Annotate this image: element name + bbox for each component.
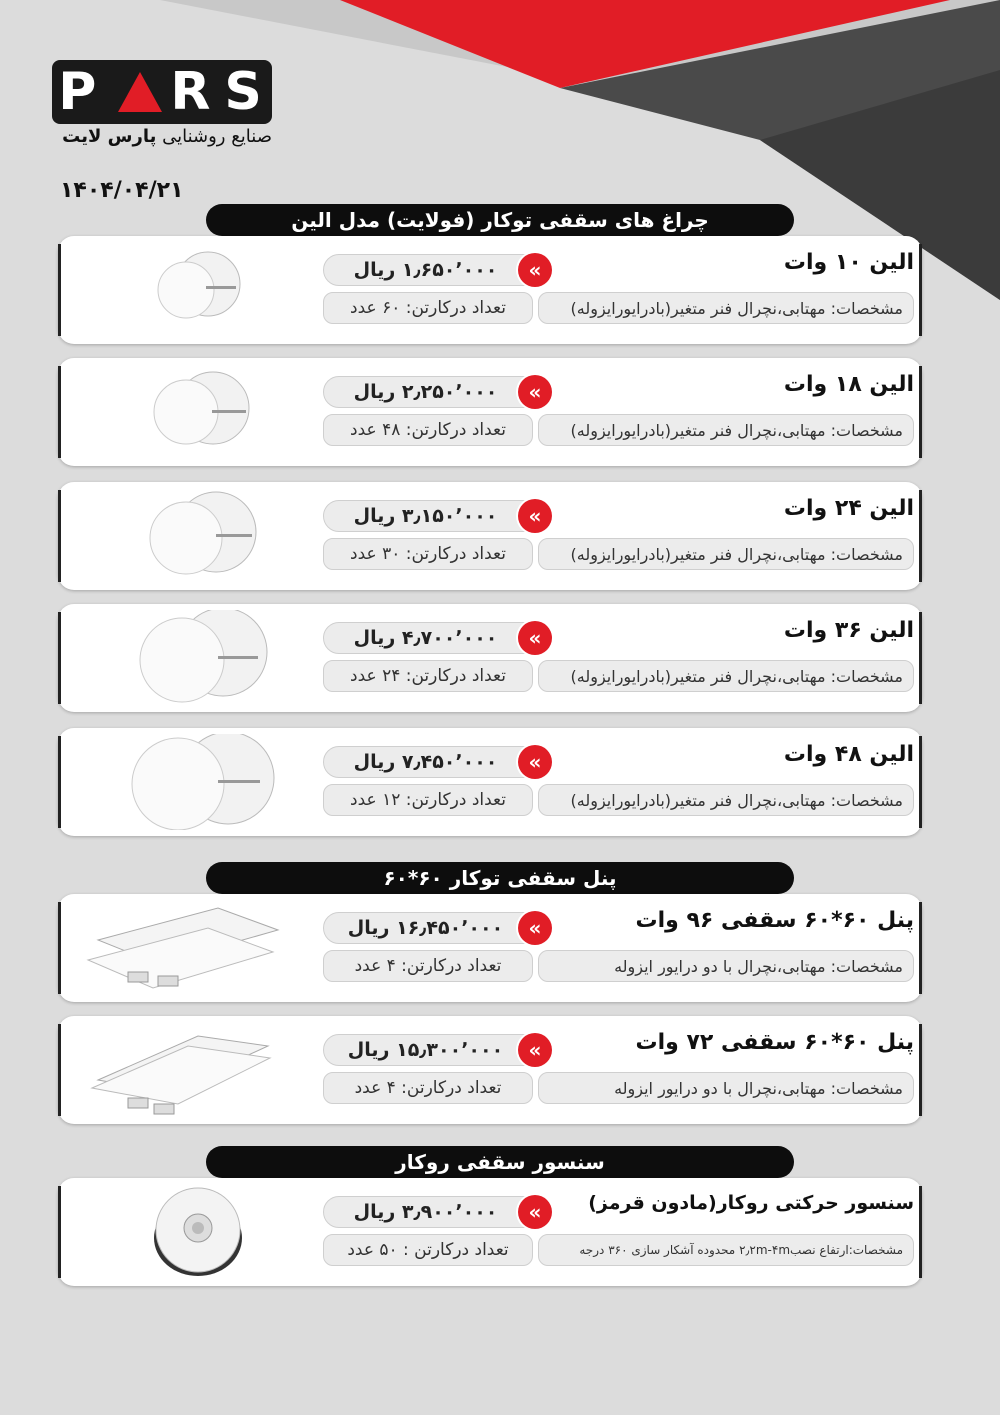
product-spec: مشخصات: مهتابی،نچرال فنر متغیر(بادرایورایزوله) [538,660,914,692]
square-panel-icon [78,1022,298,1118]
product-card[interactable] [58,604,922,712]
product-name: الین ۳۶ وات [783,618,914,643]
product-spec: مشخصات: مهتابی،نچرال با دو درایور ایزوله [538,950,914,982]
product-spec: مشخصات: مهتابی،نچرال فنر متغیر(بادرایورایزوله) [538,538,914,570]
product-price: ۱۵٫۳۰۰٬۰۰۰ ریال [323,1034,528,1066]
carton-quantity: تعداد درکارتن: ۴ عدد [323,950,533,982]
carton-quantity: تعداد درکارتن: ۳۰ عدد [323,538,533,570]
card-accent-left [58,612,61,704]
product-card[interactable] [58,482,922,590]
round-downlight-icon [78,242,298,338]
card-accent-right [919,612,922,704]
logo-text: P RS [58,62,276,122]
card-accent-right [919,736,922,828]
double-chevron-icon[interactable]: « [518,911,552,945]
product-card[interactable] [58,358,922,466]
product-price: ۱۶٫۴۵۰٬۰۰۰ ریال [323,912,528,944]
card-accent-right [919,902,922,994]
double-chevron-icon[interactable]: « [518,253,552,287]
brand-logo [52,60,276,124]
product-name: پنل ۶۰*۶۰ سقفی ۹۶ وات [635,908,914,933]
section-header-sensors: سنسور سقفی روکار [206,1146,794,1178]
product-name: سنسور حرکتی روکار(مادون قرمز) [588,1192,914,1214]
product-card[interactable] [58,894,922,1002]
product-price: ۷٫۴۵۰٬۰۰۰ ریال [323,746,528,778]
double-chevron-icon[interactable]: « [518,621,552,655]
round-downlight-icon [78,488,298,584]
product-name: الین ۱۸ وات [783,372,914,397]
product-card[interactable] [58,1178,922,1286]
round-downlight-icon [78,364,298,460]
carton-quantity: تعداد درکارتن: ۱۲ عدد [323,784,533,816]
card-accent-right [919,366,922,458]
carton-quantity: تعداد درکارتن : ۵۰ عدد [323,1234,533,1266]
double-chevron-icon[interactable]: « [518,499,552,533]
carton-quantity: تعداد درکارتن: ۴ عدد [323,1072,533,1104]
card-accent-right [919,490,922,582]
carton-quantity: تعداد درکارتن: ۲۴ عدد [323,660,533,692]
double-chevron-icon[interactable]: « [518,1195,552,1229]
product-price: ۳٫۹۰۰٬۰۰۰ ریال [323,1196,528,1228]
product-name: الین ۱۰ وات [783,250,914,275]
double-chevron-icon[interactable]: « [518,1033,552,1067]
card-accent-right [919,244,922,336]
carton-quantity: تعداد درکارتن: ۶۰ عدد [323,292,533,324]
section-header-panels: پنل سقفی توکار ۶۰*۶۰ [206,862,794,894]
carton-quantity: تعداد درکارتن: ۴۸ عدد [323,414,533,446]
tagline-brand: پارس لایت [62,126,157,147]
card-accent-left [58,1024,61,1116]
round-downlight-icon [78,734,298,830]
product-name: الین ۲۴ وات [783,496,914,521]
product-name: پنل ۶۰*۶۰ سقفی ۷۲ وات [635,1030,914,1055]
card-accent-left [58,490,61,582]
product-price: ۲٫۲۵۰٬۰۰۰ ریال [323,376,528,408]
square-panel-icon [78,900,298,996]
product-spec: مشخصات: مهتابی،نچرال فنر متغیر(بادرایورایزوله) [538,292,914,324]
card-accent-left [58,366,61,458]
section-header-downlights: چراغ های سقفی توکار (فولایت) مدل الین [206,204,794,236]
product-spec: مشخصات: مهتابی،نچرال فنر متغیر(بادرایورایزوله) [538,414,914,446]
card-accent-right [919,1186,922,1278]
price-list-date: ۱۴۰۴/۰۴/۲۱ [60,178,184,203]
product-spec: مشخصات:ارتفاع نصب۲٫۲m-۴m محدوده آشکار سازی ۳۶۰ درجه [538,1234,914,1266]
tagline-prefix: صنایع روشنایی [162,126,272,147]
product-card[interactable] [58,236,922,344]
card-accent-left [58,902,61,994]
card-accent-right [919,1024,922,1116]
motion-sensor-icon [78,1184,298,1280]
product-price: ۳٫۱۵۰٬۰۰۰ ریال [323,500,528,532]
product-price: ۴٫۷۰۰٬۰۰۰ ریال [323,622,528,654]
product-card[interactable] [58,728,922,836]
double-chevron-icon[interactable]: « [518,375,552,409]
product-price: ۱٫۶۵۰٬۰۰۰ ریال [323,254,528,286]
product-spec: مشخصات: مهتابی،نچرال فنر متغیر(بادرایورایزوله) [538,784,914,816]
product-name: الین ۴۸ وات [783,742,914,767]
product-spec: مشخصات: مهتابی،نچرال با دو درایور ایزوله [538,1072,914,1104]
product-card[interactable] [58,1016,922,1124]
round-downlight-icon [78,610,298,706]
triangle-icon [118,72,162,112]
card-accent-left [58,736,61,828]
card-accent-left [58,244,61,336]
card-accent-left [58,1186,61,1278]
brand-tagline [52,126,272,147]
double-chevron-icon[interactable]: « [518,745,552,779]
